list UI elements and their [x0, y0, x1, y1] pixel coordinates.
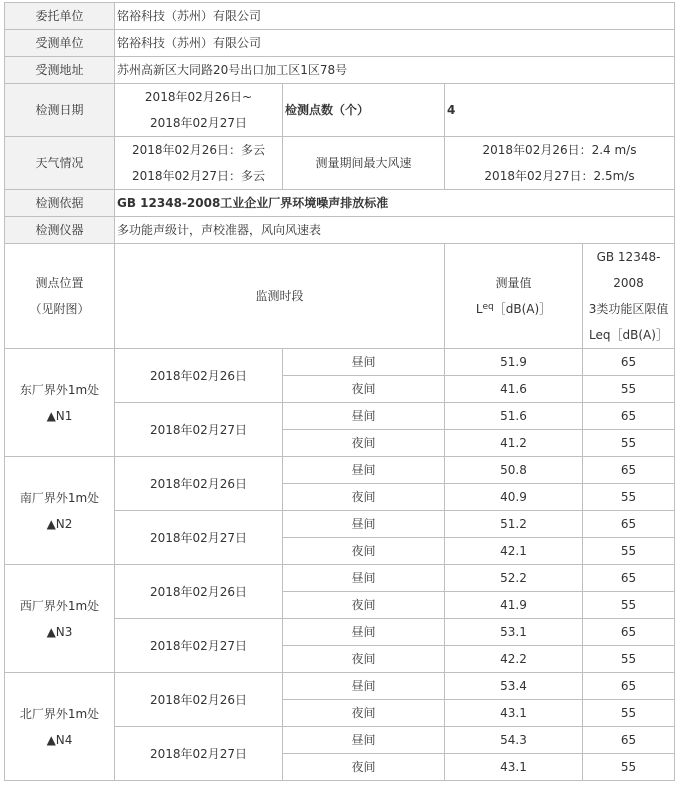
test-points-label: 检测点数（个）	[283, 84, 445, 137]
day-night-period: 昼间	[283, 565, 445, 592]
noise-report-table	[4, 2, 675, 781]
day-night-period: 昼间	[283, 619, 445, 646]
column-header-row	[5, 244, 675, 349]
day-night-period: 夜间	[283, 538, 445, 565]
measured-value: 43.1	[445, 700, 583, 727]
day-night-period: 昼间	[283, 511, 445, 538]
day-night-period: 昼间	[283, 673, 445, 700]
limit-header-line2: 2008	[613, 276, 644, 290]
measured-value: 40.9	[445, 484, 583, 511]
report-container	[4, 2, 675, 781]
day-night-period: 夜间	[283, 700, 445, 727]
measured-value: 41.2	[445, 430, 583, 457]
limit-header	[583, 244, 675, 349]
basis-label: 检测依据	[5, 190, 115, 217]
limit-value: 65	[583, 727, 675, 754]
limit-value: 65	[583, 511, 675, 538]
weather-line2: 2018年02月27日：多云	[131, 169, 266, 183]
point-location-line1: 西厂界外1m处▲N3	[19, 598, 100, 639]
measured-header-unit: ［dB(A)］	[493, 302, 552, 316]
measured-value: 50.8	[445, 457, 583, 484]
measured-value: 42.1	[445, 538, 583, 565]
measured-value: 52.2	[445, 565, 583, 592]
address-label: 受测地址	[5, 57, 115, 84]
limit-value: 65	[583, 565, 675, 592]
test-date-row	[5, 84, 675, 137]
point-location-line1: 南厂界外1m处	[19, 490, 100, 505]
point-location-line1: 北厂界外1m处▲N4	[19, 706, 100, 747]
monitor-date: 2018年02月26日	[115, 565, 283, 619]
table-row	[5, 673, 675, 700]
max-wind-line1: 2018年02月26日：2.4 m/s	[482, 143, 637, 157]
point-location-line1: 东厂界外1m处	[19, 382, 100, 397]
limit-value: 55	[583, 484, 675, 511]
basis-value: GB 12348-2008工业企业厂界环境噪声排放标准	[115, 190, 675, 217]
basis-row	[5, 190, 675, 217]
location-header-line2: （见附图）	[29, 302, 90, 316]
limit-header-line1: GB 12348-	[596, 250, 661, 264]
instrument-label: 检测仪器	[5, 217, 115, 244]
measured-value: 41.9	[445, 592, 583, 619]
measured-value: 43.1	[445, 754, 583, 781]
tested-unit-value: 铭裕科技（苏州）有限公司	[115, 30, 675, 57]
measured-header-line2	[447, 296, 580, 322]
measured-value: 53.1	[445, 619, 583, 646]
limit-value: 65	[583, 349, 675, 376]
test-date-label: 检测日期	[5, 84, 115, 137]
day-night-period: 昼间	[283, 349, 445, 376]
monitor-date: 2018年02月26日	[115, 349, 283, 403]
measured-value: 51.2	[445, 511, 583, 538]
measured-header	[445, 244, 583, 349]
limit-value: 55	[583, 646, 675, 673]
monitor-date: 2018年02月26日	[115, 673, 283, 727]
table-row	[5, 565, 675, 592]
weather-value	[115, 137, 283, 190]
day-night-period: 昼间	[283, 457, 445, 484]
limit-value: 55	[583, 538, 675, 565]
monitor-date: 2018年02月27日	[115, 511, 283, 565]
tested-unit-label: 受测单位	[5, 30, 115, 57]
point-location-line2: ▲N1	[46, 408, 73, 423]
client-value: 铭裕科技（苏州）有限公司	[115, 3, 675, 30]
point-location	[5, 673, 115, 781]
measured-header-L: L	[475, 302, 483, 316]
test-date-value	[115, 84, 283, 137]
day-night-period: 昼间	[283, 727, 445, 754]
day-night-period: 夜间	[283, 754, 445, 781]
day-night-period: 夜间	[283, 376, 445, 403]
period-header: 监测时段	[115, 244, 445, 349]
tested-unit-row	[5, 30, 675, 57]
measured-header-sup: eq	[482, 302, 494, 312]
location-header	[5, 244, 115, 349]
day-night-period: 夜间	[283, 484, 445, 511]
limit-value: 55	[583, 754, 675, 781]
test-date-line1: 2018年02月26日~	[144, 90, 253, 104]
measured-value: 54.3	[445, 727, 583, 754]
measured-value: 53.4	[445, 673, 583, 700]
address-row	[5, 57, 675, 84]
limit-value: 65	[583, 619, 675, 646]
limit-header-line3: 3类功能区限值	[588, 302, 669, 316]
day-night-period: 夜间	[283, 592, 445, 619]
limit-value: 65	[583, 673, 675, 700]
measured-value: 42.2	[445, 646, 583, 673]
monitor-date: 2018年02月26日	[115, 457, 283, 511]
client-label: 委托单位	[5, 3, 115, 30]
limit-value: 55	[583, 376, 675, 403]
day-night-period: 夜间	[283, 430, 445, 457]
instrument-value: 多功能声级计，声校准器，风向风速表	[115, 217, 675, 244]
weather-row	[5, 137, 675, 190]
weather-line1: 2018年02月26日：多云	[131, 143, 266, 157]
monitor-date: 2018年02月27日	[115, 403, 283, 457]
measured-value: 51.6	[445, 403, 583, 430]
measured-value: 51.9	[445, 349, 583, 376]
point-location	[5, 457, 115, 565]
limit-value: 55	[583, 592, 675, 619]
weather-label: 天气情况	[5, 137, 115, 190]
table-row	[5, 349, 675, 376]
measured-value: 41.6	[445, 376, 583, 403]
test-date-line2: 2018年02月27日	[149, 116, 248, 130]
day-night-period: 夜间	[283, 646, 445, 673]
address-value: 苏州高新区大同路20号出口加工区1区78号	[115, 57, 675, 84]
max-wind-value	[445, 137, 675, 190]
day-night-period: 昼间	[283, 403, 445, 430]
limit-value: 55	[583, 430, 675, 457]
client-row	[5, 3, 675, 30]
table-row	[5, 457, 675, 484]
max-wind-label: 测量期间最大风速	[283, 137, 445, 190]
limit-value: 65	[583, 457, 675, 484]
test-points-value: 4	[445, 84, 675, 137]
limit-header-line4: Leq［dB(A)］	[589, 328, 668, 342]
limit-value: 55	[583, 700, 675, 727]
point-location-line2: ▲N2	[46, 516, 73, 531]
monitor-date: 2018年02月27日	[115, 619, 283, 673]
measured-header-line1: 测量值	[495, 276, 532, 290]
limit-value: 65	[583, 403, 675, 430]
location-header-line1: 测点位置	[35, 276, 84, 290]
instrument-row	[5, 217, 675, 244]
point-location	[5, 565, 115, 673]
monitor-date: 2018年02月27日	[115, 727, 283, 781]
point-location	[5, 349, 115, 457]
max-wind-line2: 2018年02月27日：2.5m/s	[484, 169, 635, 183]
